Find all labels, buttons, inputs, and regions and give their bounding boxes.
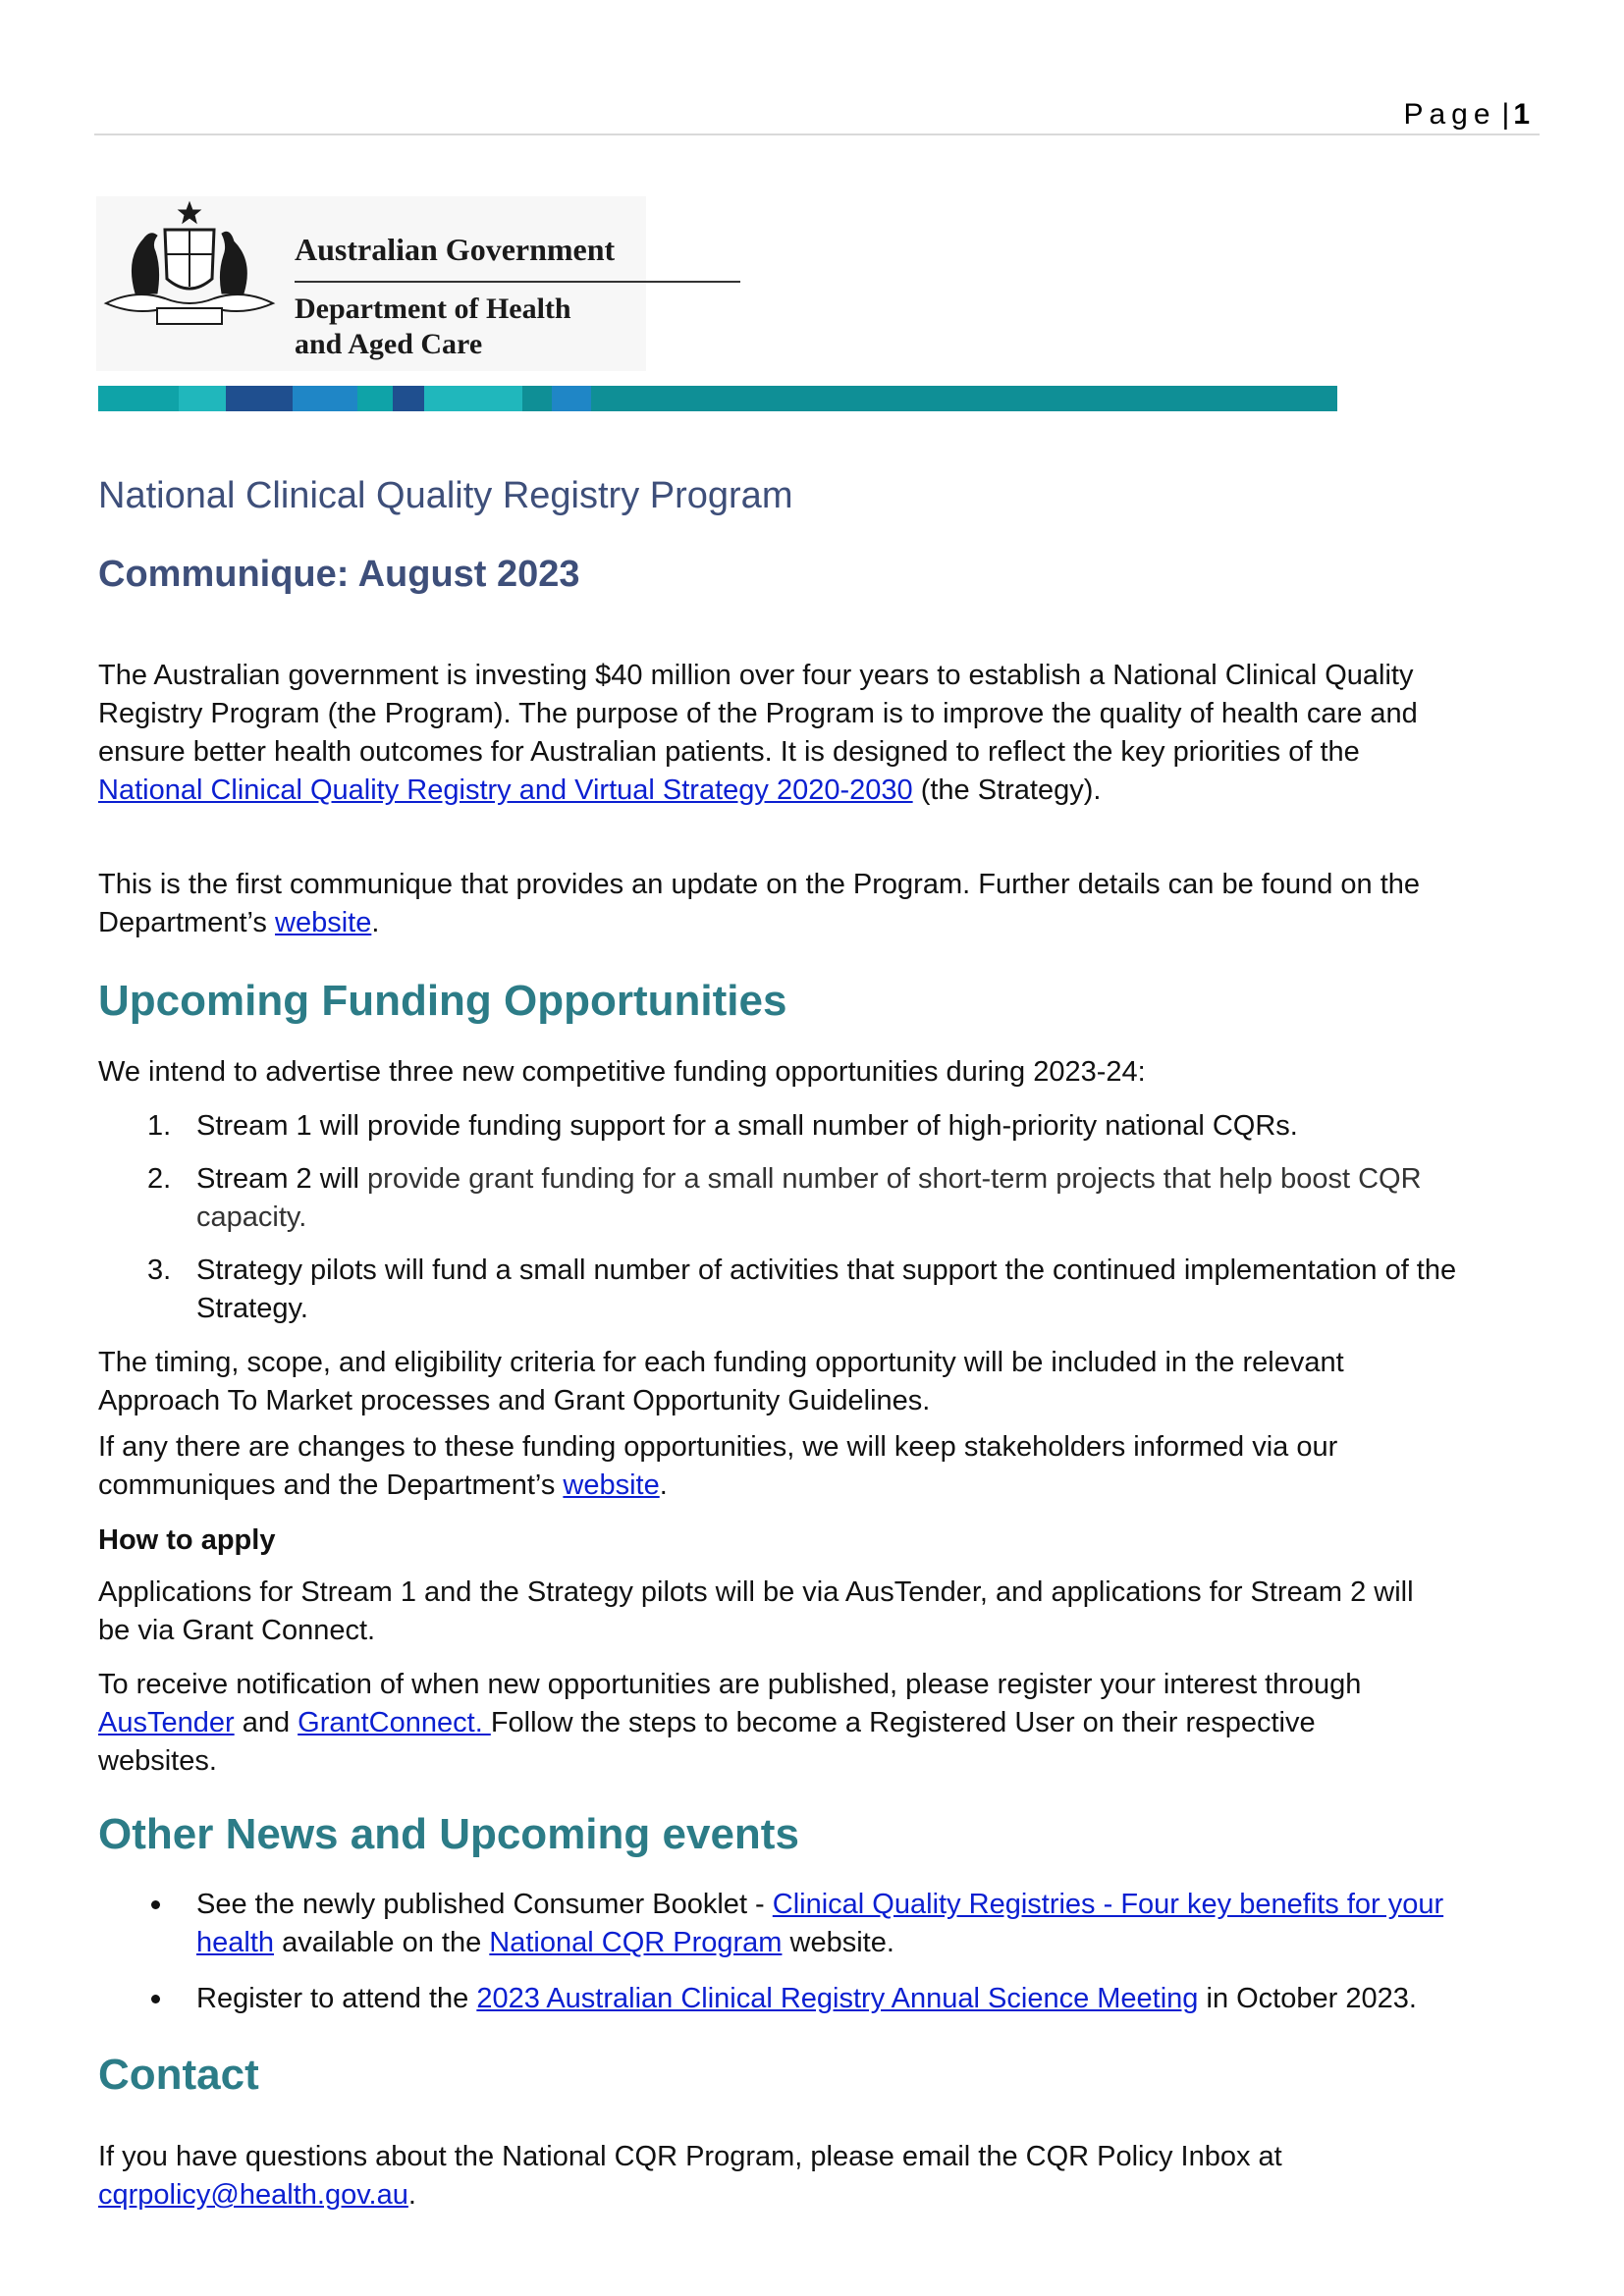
national-cqr-program-link[interactable]: National CQR Program: [489, 1927, 783, 1958]
consumer-booklet-link[interactable]: Clinical Quality Registries - Four key benefits for your: [772, 1889, 1444, 1920]
list-item-text: capacity.: [196, 1201, 307, 1233]
grantconnect-link[interactable]: GrantConnect.: [298, 1707, 491, 1738]
list-item-text: provide grant funding for a small number of short-term projects that help boost CQR: [367, 1163, 1422, 1195]
brand-color-bar: [98, 386, 1337, 411]
list-item-text: Stream 1 will provide funding support for a small number of high-priority national CQRs.: [196, 1110, 1298, 1142]
science-meeting-link[interactable]: 2023 Australian Clinical Registry Annual Science Meeting: [476, 1983, 1199, 2014]
consumer-booklet-link-cont[interactable]: health: [196, 1927, 275, 1958]
intro-paragraph-1: [98, 657, 1418, 810]
notify-line-3: websites.: [98, 1745, 217, 1777]
government-logo: [96, 196, 646, 371]
intro-p1-line2: Registry Program (the Program). The purpose of the Program is to improve the quality of health care and: [98, 698, 1418, 729]
color-segment: [226, 386, 293, 411]
color-segment: [179, 386, 226, 411]
how-to-apply-heading: [98, 1522, 275, 1560]
page-word: Page: [1403, 98, 1496, 131]
changes-tail: .: [659, 1469, 668, 1501]
notify-and: and: [234, 1707, 298, 1738]
department-line-2: and Aged Care: [295, 328, 483, 360]
department-website-link-2[interactable]: website: [563, 1469, 660, 1501]
list-number: 3.: [147, 1255, 172, 1286]
how-to-apply-label: How to apply: [98, 1524, 276, 1556]
cqr-policy-email-link[interactable]: cqrpolicy@health.gov.au: [98, 2179, 408, 2211]
page-header: [94, 94, 1540, 135]
news-b1-tail: website.: [782, 1927, 894, 1958]
intro-p1-line1: The Australian government is investing $40 million over four years to establish a National Clinical Quality: [98, 660, 1414, 691]
timing-line-2: Approach To Market processes and Grant Opportunity Guidelines.: [98, 1385, 931, 1416]
color-segment: [424, 386, 522, 411]
news-b2-tail: in October 2023.: [1198, 1983, 1417, 2014]
department-website-link[interactable]: website: [275, 907, 372, 938]
timing-line-1: The timing, scope, and eligibility criteria for each funding opportunity will be included in the relevant: [98, 1347, 1344, 1378]
intro-p2-tail: .: [371, 907, 380, 938]
color-segment: [552, 386, 591, 411]
funding-heading: Upcoming Funding Opportunities: [98, 977, 787, 1025]
page-number-label: Page | 1: [1403, 98, 1530, 131]
government-title: Australian Government: [295, 232, 616, 267]
color-segment: [293, 386, 357, 411]
contact-paragraph: [98, 2138, 1282, 2215]
color-segment: [591, 386, 1337, 411]
page-number: 1: [1513, 98, 1530, 131]
news-b1-pre: See the newly published Consumer Booklet -: [196, 1889, 773, 1920]
changes-paragraph: [98, 1428, 1337, 1505]
list-item-text: Stream 2 will: [196, 1163, 368, 1195]
list-item-text: Strategy.: [196, 1293, 308, 1324]
logo-divider: [295, 281, 740, 283]
notify-paragraph: [98, 1666, 1361, 1781]
coat-of-arms-icon: [96, 200, 283, 338]
color-segment: [522, 386, 552, 411]
notify-line-2: Follow the steps to become a Registered User on their respective: [490, 1707, 1316, 1738]
notify-line-1: To receive notification of when new opportunities are published, please register your interest through: [98, 1669, 1362, 1700]
color-segment: [357, 386, 393, 411]
bullet-icon: [151, 1995, 160, 2003]
changes-line-1: If any there are changes to these funding opportunities, we will keep stakeholders informed via our: [98, 1431, 1338, 1463]
apply-line-1: Applications for Stream 1 and the Strategy pilots will be via AusTender, and applications for Stream 2 will: [98, 1576, 1414, 1608]
intro-paragraph-2: [98, 866, 1420, 942]
news-heading: Other News and Upcoming events: [98, 1810, 799, 1858]
bullet-icon: [151, 1900, 160, 1909]
apply-line-2: be via Grant Connect.: [98, 1615, 376, 1646]
funding-lead: We intend to advertise three new competitive funding opportunities during 2023-24:: [98, 1056, 1146, 1088]
intro-p1-line3: ensure better health outcomes for Australian patients. It is designed to reflect the key priorities of the: [98, 736, 1360, 768]
list-item-text: Strategy pilots will fund a small number of activities that support the continued implementation of the: [196, 1255, 1457, 1286]
color-segment: [393, 386, 424, 411]
intro-p1-tail: (the Strategy).: [912, 774, 1102, 806]
contact-line-1: If you have questions about the National CQR Program, please email the CQR Policy Inbox at: [98, 2141, 1282, 2172]
news-b1-mid: available on the: [274, 1927, 490, 1958]
strategy-link[interactable]: National Clinical Quality Registry and Virtual Strategy 2020-2030: [98, 774, 913, 806]
document-title: National Clinical Quality Registry Program: [98, 475, 793, 516]
intro-p2-line2-pre: Department’s: [98, 907, 275, 938]
changes-line-2: communiques and the Department’s: [98, 1469, 564, 1501]
document-subtitle: Communique: August 2023: [98, 554, 580, 595]
list-number: 1.: [147, 1110, 172, 1142]
contact-heading: Contact: [98, 2051, 259, 2099]
list-number: 2.: [147, 1163, 172, 1195]
color-segment: [98, 386, 179, 411]
intro-p2-line1: This is the first communique that provides an update on the Program. Further details can be found on the: [98, 869, 1421, 900]
contact-tail: .: [407, 2179, 416, 2211]
austender-link[interactable]: AusTender: [98, 1707, 235, 1738]
department-line-1: Department of Health: [295, 293, 571, 325]
timing-paragraph: [98, 1344, 1344, 1420]
news-b2-pre: Register to attend the: [196, 1983, 477, 2014]
apply-paragraph: [98, 1574, 1414, 1650]
